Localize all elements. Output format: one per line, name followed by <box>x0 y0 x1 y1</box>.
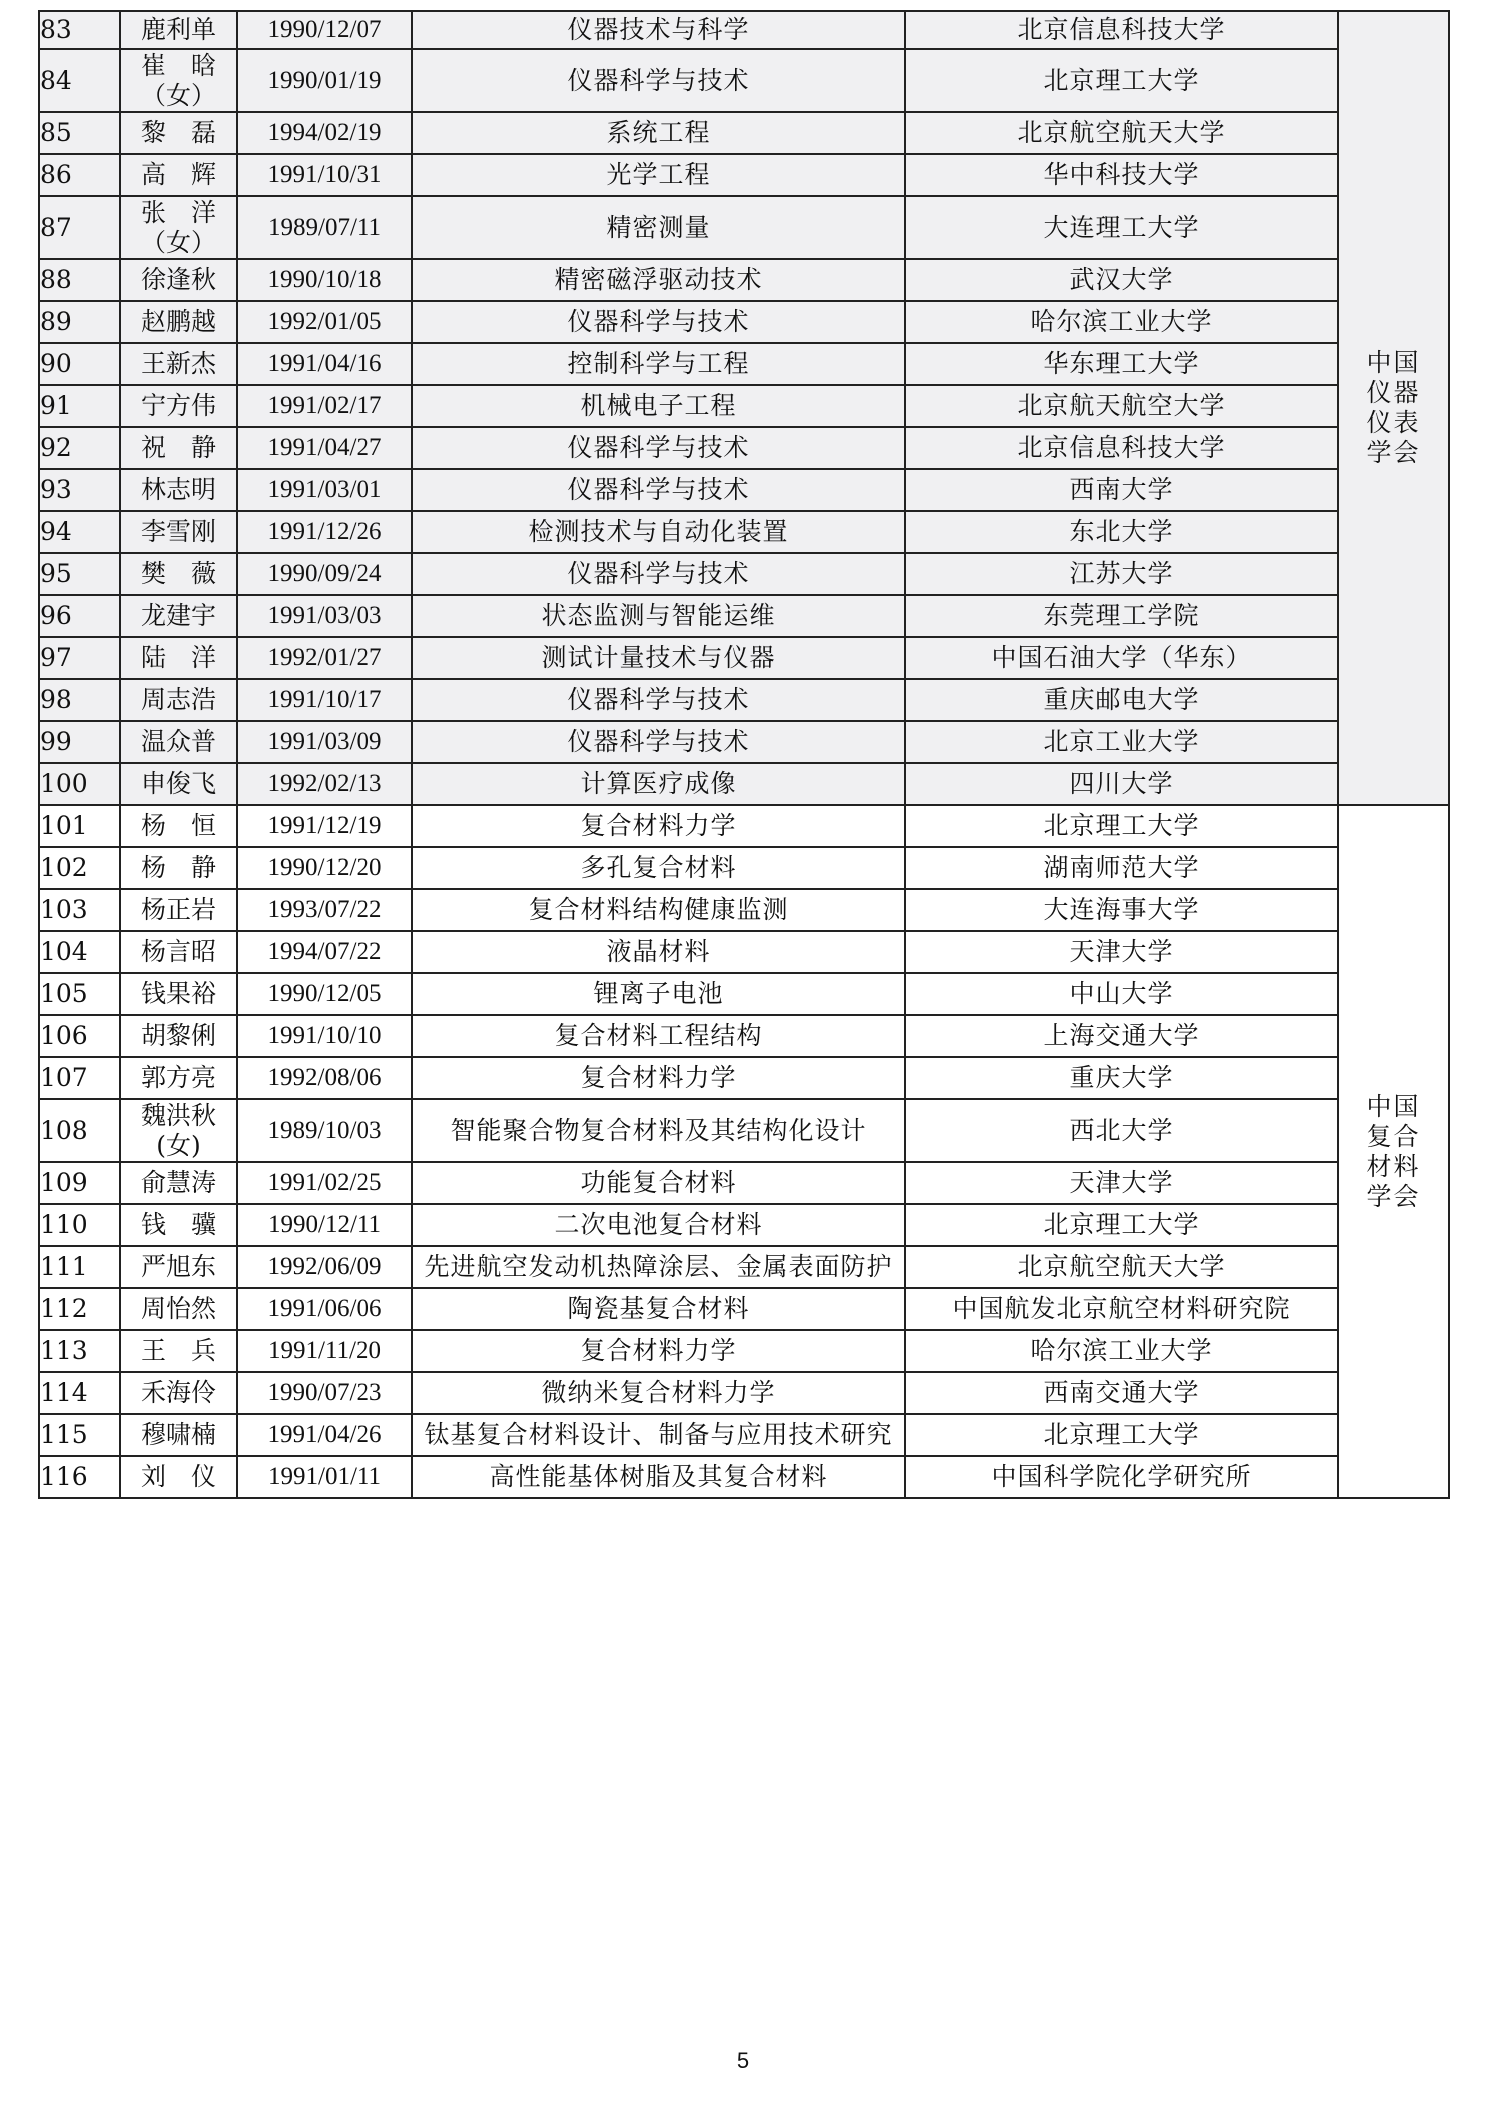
nominee-name <box>120 469 237 511</box>
name-text: 温众普 <box>140 727 216 756</box>
society-name-line: 材料 <box>1366 1151 1421 1181</box>
research-field: 系统工程 <box>412 112 905 154</box>
nominee-name <box>120 805 237 847</box>
name-text: 崔 晗 <box>140 50 216 80</box>
research-field: 仪器科学与技术 <box>412 49 905 112</box>
nominee-name <box>120 679 237 721</box>
nominee-name <box>120 889 237 931</box>
row-index: 108 <box>39 1099 120 1162</box>
name-text: 杨言昭 <box>140 937 216 966</box>
affiliation: 中山大学 <box>905 973 1338 1015</box>
row-index: 99 <box>39 721 120 763</box>
nominee-name <box>120 973 237 1015</box>
row-index: 95 <box>39 553 120 595</box>
affiliation: 中国科学院化学研究所 <box>905 1456 1338 1498</box>
nominee-name <box>120 511 237 553</box>
research-field: 光学工程 <box>412 154 905 196</box>
nominee-name <box>120 427 237 469</box>
research-field: 测试计量技术与仪器 <box>412 637 905 679</box>
table-row <box>39 679 1449 721</box>
name-text: 钱 骥 <box>140 1210 216 1239</box>
gender-note: (女) <box>156 1130 201 1160</box>
name-text: 陆 洋 <box>140 643 216 672</box>
table-row <box>39 721 1449 763</box>
nominee-name <box>120 301 237 343</box>
birth-date: 1991/06/06 <box>237 1288 412 1330</box>
table-row <box>39 931 1449 973</box>
row-index: 91 <box>39 385 120 427</box>
name-text: 魏洪秋 <box>140 1100 216 1130</box>
affiliation: 湖南师范大学 <box>905 847 1338 889</box>
name-text: 高 辉 <box>140 160 216 189</box>
affiliation: 北京理工大学 <box>905 49 1338 112</box>
row-index: 97 <box>39 637 120 679</box>
nominee-name <box>120 1162 237 1204</box>
research-field: 仪器技术与科学 <box>412 11 905 49</box>
research-field: 复合材料结构健康监测 <box>412 889 905 931</box>
affiliation: 北京工业大学 <box>905 721 1338 763</box>
research-field: 多孔复合材料 <box>412 847 905 889</box>
table-row <box>39 805 1449 847</box>
nominee-name <box>120 553 237 595</box>
table-row <box>39 385 1449 427</box>
table-row <box>39 973 1449 1015</box>
affiliation: 四川大学 <box>905 763 1338 805</box>
table-row <box>39 196 1449 259</box>
research-field: 高性能基体树脂及其复合材料 <box>412 1456 905 1498</box>
name-text: 赵鹏越 <box>140 307 216 336</box>
birth-date: 1991/12/26 <box>237 511 412 553</box>
nominee-name <box>120 1204 237 1246</box>
birth-date: 1990/12/05 <box>237 973 412 1015</box>
birth-date: 1990/12/07 <box>237 11 412 49</box>
affiliation: 重庆大学 <box>905 1057 1338 1099</box>
affiliation: 北京信息科技大学 <box>905 11 1338 49</box>
nominee-name <box>120 1099 237 1162</box>
society-name-line: 仪表 <box>1366 408 1421 437</box>
birth-date: 1991/10/31 <box>237 154 412 196</box>
table-row <box>39 1288 1449 1330</box>
nominee-name <box>120 385 237 427</box>
nominee-name <box>120 196 237 259</box>
name-text: 杨正岩 <box>140 895 216 924</box>
row-index: 88 <box>39 259 120 301</box>
table-row <box>39 154 1449 196</box>
birth-date: 1989/07/11 <box>237 196 412 259</box>
affiliation: 武汉大学 <box>905 259 1338 301</box>
affiliation: 哈尔滨工业大学 <box>905 1330 1338 1372</box>
research-field: 陶瓷基复合材料 <box>412 1288 905 1330</box>
research-field: 仪器科学与技术 <box>412 469 905 511</box>
name-text: 李雪刚 <box>140 517 216 546</box>
name-text: 严旭东 <box>140 1252 216 1281</box>
gender-note: （女） <box>140 80 216 110</box>
birth-date: 1990/09/24 <box>237 553 412 595</box>
table-row <box>39 637 1449 679</box>
name-text: 黎 磊 <box>140 118 216 147</box>
name-text: 张 洋 <box>140 197 216 227</box>
table-row <box>39 469 1449 511</box>
row-index: 110 <box>39 1204 120 1246</box>
research-field: 状态监测与智能运维 <box>412 595 905 637</box>
birth-date: 1992/02/13 <box>237 763 412 805</box>
row-index: 87 <box>39 196 120 259</box>
nominee-name <box>120 1246 237 1288</box>
affiliation: 天津大学 <box>905 1162 1338 1204</box>
society-name-line: 学会 <box>1366 438 1421 467</box>
table-row <box>39 112 1449 154</box>
name-text: 林志明 <box>140 475 216 504</box>
research-field: 先进航空发动机热障涂层、金属表面防护 <box>412 1246 905 1288</box>
nominee-name <box>120 49 237 112</box>
research-field: 仪器科学与技术 <box>412 301 905 343</box>
table-row <box>39 763 1449 805</box>
row-index: 84 <box>39 49 120 112</box>
affiliation: 北京理工大学 <box>905 805 1338 847</box>
row-index: 96 <box>39 595 120 637</box>
birth-date: 1989/10/03 <box>237 1099 412 1162</box>
gender-note: （女） <box>140 227 216 257</box>
table-row <box>39 511 1449 553</box>
nominee-name <box>120 847 237 889</box>
birth-date: 1991/04/27 <box>237 427 412 469</box>
nominee-name <box>120 343 237 385</box>
research-field: 功能复合材料 <box>412 1162 905 1204</box>
birth-date: 1990/12/20 <box>237 847 412 889</box>
research-field: 精密磁浮驱动技术 <box>412 259 905 301</box>
row-index: 104 <box>39 931 120 973</box>
birth-date: 1991/12/19 <box>237 805 412 847</box>
name-text: 郭方亮 <box>140 1063 216 1092</box>
row-index: 106 <box>39 1015 120 1057</box>
table-row <box>39 1414 1449 1456</box>
research-field: 二次电池复合材料 <box>412 1204 905 1246</box>
nominee-name <box>120 11 237 49</box>
nominee-name <box>120 1456 237 1498</box>
table-row <box>39 343 1449 385</box>
table-row <box>39 1099 1449 1162</box>
nominee-name <box>120 931 237 973</box>
nominee-name <box>120 1288 237 1330</box>
birth-date: 1993/07/22 <box>237 889 412 931</box>
table-row <box>39 1246 1449 1288</box>
row-index: 103 <box>39 889 120 931</box>
row-index: 94 <box>39 511 120 553</box>
nominee-name <box>120 154 237 196</box>
affiliation: 北京信息科技大学 <box>905 427 1338 469</box>
table-row <box>39 49 1449 112</box>
birth-date: 1991/11/20 <box>237 1330 412 1372</box>
affiliation: 大连海事大学 <box>905 889 1338 931</box>
research-field: 仪器科学与技术 <box>412 427 905 469</box>
birth-date: 1991/10/17 <box>237 679 412 721</box>
affiliation: 华中科技大学 <box>905 154 1338 196</box>
birth-date: 1991/01/11 <box>237 1456 412 1498</box>
birth-date: 1991/03/09 <box>237 721 412 763</box>
research-field: 复合材料力学 <box>412 805 905 847</box>
affiliation: 东北大学 <box>905 511 1338 553</box>
row-index: 83 <box>39 11 120 49</box>
name-text: 徐逢秋 <box>140 265 216 294</box>
row-index: 116 <box>39 1456 120 1498</box>
society-name-line: 中国 <box>1366 348 1421 377</box>
society-name-line: 复合 <box>1366 1121 1421 1151</box>
row-index: 90 <box>39 343 120 385</box>
research-field: 液晶材料 <box>412 931 905 973</box>
research-field: 微纳米复合材料力学 <box>412 1372 905 1414</box>
nominee-name <box>120 763 237 805</box>
birth-date: 1991/02/25 <box>237 1162 412 1204</box>
birth-date: 1991/03/01 <box>237 469 412 511</box>
research-field: 复合材料力学 <box>412 1330 905 1372</box>
affiliation: 北京航天航空大学 <box>905 385 1338 427</box>
table-row <box>39 847 1449 889</box>
birth-date: 1992/08/06 <box>237 1057 412 1099</box>
nominee-name <box>120 1057 237 1099</box>
affiliation: 大连理工大学 <box>905 196 1338 259</box>
birth-date: 1992/06/09 <box>237 1246 412 1288</box>
table-row <box>39 427 1449 469</box>
table-row <box>39 1015 1449 1057</box>
affiliation: 华东理工大学 <box>905 343 1338 385</box>
affiliation: 西南大学 <box>905 469 1338 511</box>
row-index: 101 <box>39 805 120 847</box>
research-field: 钛基复合材料设计、制备与应用技术研究 <box>412 1414 905 1456</box>
table-row <box>39 889 1449 931</box>
row-index: 107 <box>39 1057 120 1099</box>
row-index: 86 <box>39 154 120 196</box>
birth-date: 1991/04/26 <box>237 1414 412 1456</box>
nominee-name <box>120 259 237 301</box>
nominee-name <box>120 1330 237 1372</box>
row-index: 89 <box>39 301 120 343</box>
affiliation: 东莞理工学院 <box>905 595 1338 637</box>
name-text: 王 兵 <box>140 1336 216 1365</box>
name-text: 杨 恒 <box>140 811 216 840</box>
table-row <box>39 1330 1449 1372</box>
name-text: 钱果裕 <box>140 979 216 1008</box>
affiliation: 西北大学 <box>905 1099 1338 1162</box>
research-field: 机械电子工程 <box>412 385 905 427</box>
name-text: 王新杰 <box>140 349 216 378</box>
row-index: 111 <box>39 1246 120 1288</box>
birth-date: 1992/01/27 <box>237 637 412 679</box>
row-index: 115 <box>39 1414 120 1456</box>
name-text: 周志浩 <box>140 685 216 714</box>
nominee-name <box>120 721 237 763</box>
page-number: 5 <box>736 2048 750 2073</box>
affiliation: 北京理工大学 <box>905 1414 1338 1456</box>
affiliation: 北京理工大学 <box>905 1204 1338 1246</box>
research-field: 控制科学与工程 <box>412 343 905 385</box>
nominee-name <box>120 1372 237 1414</box>
row-index: 92 <box>39 427 120 469</box>
research-field: 复合材料力学 <box>412 1057 905 1099</box>
research-field: 仪器科学与技术 <box>412 553 905 595</box>
nominee-table-body <box>39 11 1449 1498</box>
name-text: 樊 薇 <box>140 559 216 588</box>
row-index: 98 <box>39 679 120 721</box>
row-index: 85 <box>39 112 120 154</box>
research-field: 锂离子电池 <box>412 973 905 1015</box>
affiliation: 中国航发北京航空材料研究院 <box>905 1288 1338 1330</box>
table-row <box>39 553 1449 595</box>
birth-date: 1990/07/23 <box>237 1372 412 1414</box>
research-field: 复合材料工程结构 <box>412 1015 905 1057</box>
name-text: 刘 仪 <box>140 1462 216 1491</box>
name-text: 穆啸楠 <box>140 1420 216 1449</box>
name-text: 龙建宇 <box>140 601 216 630</box>
name-text: 申俊飞 <box>140 769 216 798</box>
birth-date: 1992/01/05 <box>237 301 412 343</box>
birth-date: 1994/02/19 <box>237 112 412 154</box>
name-text: 祝 静 <box>140 433 216 462</box>
table-row <box>39 1372 1449 1414</box>
affiliation: 重庆邮电大学 <box>905 679 1338 721</box>
affiliation: 哈尔滨工业大学 <box>905 301 1338 343</box>
row-index: 112 <box>39 1288 120 1330</box>
table-row <box>39 1456 1449 1498</box>
affiliation: 中国石油大学（华东） <box>905 637 1338 679</box>
society-name <box>1338 11 1449 805</box>
affiliation: 江苏大学 <box>905 553 1338 595</box>
name-text: 胡黎俐 <box>140 1021 216 1050</box>
nominee-name <box>120 1015 237 1057</box>
name-text: 俞慧涛 <box>140 1168 216 1197</box>
affiliation: 天津大学 <box>905 931 1338 973</box>
affiliation: 北京航空航天大学 <box>905 112 1338 154</box>
affiliation: 北京航空航天大学 <box>905 1246 1338 1288</box>
name-text: 杨 静 <box>140 853 216 882</box>
row-index: 105 <box>39 973 120 1015</box>
society-name-line: 中国 <box>1366 1091 1421 1121</box>
table-row <box>39 11 1449 49</box>
society-name-line: 学会 <box>1366 1181 1421 1211</box>
table-row <box>39 259 1449 301</box>
birth-date: 1991/10/10 <box>237 1015 412 1057</box>
table-row <box>39 1204 1449 1246</box>
research-field: 精密测量 <box>412 196 905 259</box>
table-row <box>39 595 1449 637</box>
research-field: 智能聚合物复合材料及其结构化设计 <box>412 1099 905 1162</box>
birth-date: 1991/02/17 <box>237 385 412 427</box>
nominee-table <box>38 10 1450 1499</box>
table-row <box>39 301 1449 343</box>
nominee-name <box>120 1414 237 1456</box>
society-name-line: 仪器 <box>1366 378 1421 407</box>
nominee-name <box>120 637 237 679</box>
research-field: 检测技术与自动化装置 <box>412 511 905 553</box>
name-text: 鹿利单 <box>140 15 216 44</box>
name-text: 宁方伟 <box>140 391 216 420</box>
row-index: 114 <box>39 1372 120 1414</box>
nominee-name <box>120 595 237 637</box>
row-index: 113 <box>39 1330 120 1372</box>
research-field: 仪器科学与技术 <box>412 679 905 721</box>
affiliation: 西南交通大学 <box>905 1372 1338 1414</box>
research-field: 仪器科学与技术 <box>412 721 905 763</box>
birth-date: 1990/12/11 <box>237 1204 412 1246</box>
table-row <box>39 1162 1449 1204</box>
birth-date: 1990/10/18 <box>237 259 412 301</box>
birth-date: 1991/03/03 <box>237 595 412 637</box>
table-row <box>39 1057 1449 1099</box>
affiliation: 上海交通大学 <box>905 1015 1338 1057</box>
name-text: 周怡然 <box>140 1294 216 1323</box>
nominee-name <box>120 112 237 154</box>
research-field: 计算医疗成像 <box>412 763 905 805</box>
birth-date: 1994/07/22 <box>237 931 412 973</box>
row-index: 93 <box>39 469 120 511</box>
name-text: 禾海伶 <box>140 1378 216 1407</box>
row-index: 100 <box>39 763 120 805</box>
birth-date: 1991/04/16 <box>237 343 412 385</box>
society-name <box>1338 805 1449 1498</box>
row-index: 102 <box>39 847 120 889</box>
birth-date: 1990/01/19 <box>237 49 412 112</box>
row-index: 109 <box>39 1162 120 1204</box>
